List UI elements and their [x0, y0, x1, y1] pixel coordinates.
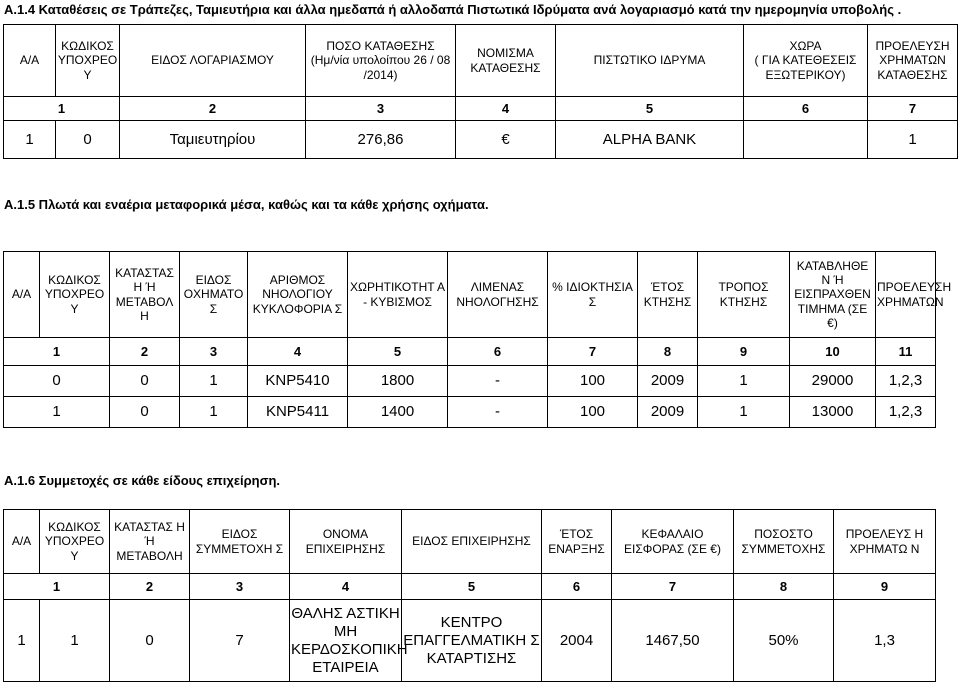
- header-bank: ΠΙΣΤΩΤΙΚΟ ΙΔΡΥΜΑ: [556, 25, 744, 97]
- header-price: ΚΑΤΑΒΛΗΘΕ Ν Ή ΕΙΣΠΡΑΧΘΕΝ ΤΙΜΗΜΑ (ΣΕ €): [790, 252, 876, 338]
- table-cell: 1400: [348, 397, 448, 428]
- table-cell: 1: [698, 366, 790, 397]
- deposits-table: [3, 24, 958, 159]
- table-cell: 276,86: [306, 121, 456, 159]
- participations-table: [3, 509, 936, 682]
- table-cell: 1467,50: [612, 600, 734, 682]
- header-participation-type: ΕΙΔΟΣ ΣΥΜΜΕΤΟΧΗ Σ: [190, 510, 290, 574]
- col-number: 9: [698, 338, 790, 366]
- table-cell: 1: [4, 397, 110, 428]
- header-capacity: ΧΩΡΗΤΙΚΟΤΗΤ Α - ΚΥΒΙΣΜΟΣ: [348, 252, 448, 338]
- table-cell: KNP5410: [248, 366, 348, 397]
- header-ownership: % ΙΔΙΟΚΤΗΣΙΑ Σ: [548, 252, 638, 338]
- header-code: ΚΩΔΙΚΟΣ ΥΠΟΧΡΕΟ Υ: [56, 25, 120, 97]
- company-type-cell: ΚΕΝΤΡΟ ΕΠΑΓΓΕΛΜΑΤΙΚΗ Σ ΚΑΤΑΡΤΙΣΗΣ: [402, 600, 542, 682]
- col-number: 8: [734, 574, 834, 600]
- col-number: 6: [448, 338, 548, 366]
- col-number: 5: [556, 97, 744, 121]
- header-amount-label: ΠΟΣΟ ΚΑΤΑΘΕΣΗΣ: [326, 38, 435, 53]
- header-registration: ΑΡΙΘΜΟΣ ΝΗΟΛΟΓΙΟΥ ΚΥΚΛΟΦΟΡΙΑ Σ: [248, 252, 348, 338]
- col-number: 7: [612, 574, 734, 600]
- table-cell: 1: [868, 121, 958, 159]
- table-cell: 2009: [638, 366, 698, 397]
- header-acquisition: ΤΡΟΠΟΣ ΚΤΗΣΗΣ: [698, 252, 790, 338]
- vehicles-table: [3, 251, 952, 428]
- table-cell: ALPHA BANK: [556, 121, 744, 159]
- table-cell: 2004: [542, 600, 612, 682]
- col-number: 5: [348, 338, 448, 366]
- header-code: ΚΩΔΙΚΟΣ ΥΠΟΧΡΕΟ Υ: [40, 510, 110, 574]
- table-cell: 100: [548, 397, 638, 428]
- table-cell: 0: [110, 600, 190, 682]
- col-number: 2: [110, 574, 190, 600]
- header-origin: ΠΡΟΕΛΕΥΣ Η ΧΡΗΜΑΤΩ Ν: [834, 510, 936, 574]
- header-capital: ΚΕΦΑΛΑΙΟ ΕΙΣΦΟΡΑΣ (ΣΕ €): [612, 510, 734, 574]
- table-cell: 1,2,3: [876, 397, 936, 428]
- table-cell: 1,2,3: [876, 366, 936, 397]
- table-cell: 0: [4, 366, 110, 397]
- col-number: 1: [4, 97, 120, 121]
- company-name-cell: ΘΑΛΗΣ ΑΣΤΙΚΗ ΜΗ ΚΕΡΔΟΣΚΟΠΙΚΗ ΕΤΑΙΡΕΙΑ: [290, 600, 402, 682]
- header-status: ΚΑΤΑΣΤΑΣ Η Ή ΜΕΤΑΒΟΛΗ: [110, 510, 190, 574]
- table-cell: 50%: [734, 600, 834, 682]
- header-aa: Α/Α: [4, 25, 56, 97]
- col-number: 3: [306, 97, 456, 121]
- header-year: ΈΤΟΣ ΚΤΗΣΗΣ: [638, 252, 698, 338]
- header-amount: [306, 25, 456, 97]
- section-title-vehicles: Α.1.5 Πλωτά και εναέρια μεταφορικά μέσα, καθώς και τα κάθε χρήσης οχήματα.: [4, 197, 489, 212]
- col-number: 7: [868, 97, 958, 121]
- table-cell: 1: [4, 121, 56, 159]
- col-number: 8: [638, 338, 698, 366]
- header-aa: Α/Α: [4, 510, 40, 574]
- header-country: [744, 25, 868, 97]
- table-cell: 1800: [348, 366, 448, 397]
- table-cell: 1: [180, 366, 248, 397]
- header-account-type: ΕΙΔΟΣ ΛΟΓΑΡΙΑΣΜΟΥ: [120, 25, 306, 97]
- col-number: 1: [4, 574, 110, 600]
- table-cell: 7: [190, 600, 290, 682]
- col-number: 4: [456, 97, 556, 121]
- header-currency: ΝΟΜΙΣΜΑ ΚΑΤΑΘΕΣΗΣ: [456, 25, 556, 97]
- table-cell: 0: [110, 366, 180, 397]
- col-number: 1: [4, 338, 110, 366]
- header-port: ΛΙΜΕΝΑΣ ΝΗΟΛΟΓΗΣΗΣ: [448, 252, 548, 338]
- table-cell: 100: [548, 366, 638, 397]
- header-origin: ΠΡΟΕΛΕΥΣΗ ΧΡΗΜΑΤΩΝ: [876, 252, 936, 338]
- header-vehicle-type: ΕΙΔΟΣ ΟΧΗΜΑΤΟ Σ: [180, 252, 248, 338]
- table-cell: 0: [110, 397, 180, 428]
- table-cell: [744, 121, 868, 159]
- header-country-label: ΧΩΡΑ: [789, 38, 822, 53]
- col-number: 2: [120, 97, 306, 121]
- header-start-year: ΈΤΟΣ ΕΝΑΡΞΗΣ: [542, 510, 612, 574]
- header-status: ΚΑΤΑΣΤΑΣ Η Ή ΜΕΤΑΒΟΛ Η: [110, 252, 180, 338]
- section-title-participations: Α.1.6 Συμμετοχές σε κάθε είδους επιχείρηση.: [4, 473, 281, 488]
- header-company-name: ΟΝΟΜΑ ΕΠΙΧΕΙΡΗΣΗΣ: [290, 510, 402, 574]
- table-cell: KNP5411: [248, 397, 348, 428]
- col-number: 6: [542, 574, 612, 600]
- table-cell: Ταμιευτηρίου: [120, 121, 306, 159]
- col-number: 6: [744, 97, 868, 121]
- col-number: 7: [548, 338, 638, 366]
- col-number: 5: [402, 574, 542, 600]
- header-company-type: ΕΙΔΟΣ ΕΠΙΧΕΙΡΗΣΗΣ: [402, 510, 542, 574]
- table-cell: €: [456, 121, 556, 159]
- header-percentage: ΠΟΣΟΣΤΟ ΣΥΜΜΕΤΟΧΗΣ: [734, 510, 834, 574]
- table-cell: 1: [4, 600, 40, 682]
- table-cell: 0: [56, 121, 120, 159]
- table-cell: -: [448, 366, 548, 397]
- table-cell: 2009: [638, 397, 698, 428]
- col-number: 2: [110, 338, 180, 366]
- col-number: 10: [790, 338, 876, 366]
- table-cell: 13000: [790, 397, 876, 428]
- table-cell: -: [448, 397, 548, 428]
- col-number: 3: [180, 338, 248, 366]
- col-number: 11: [876, 338, 936, 366]
- table-cell: 29000: [790, 366, 876, 397]
- table-cell: 1,3: [834, 600, 936, 682]
- col-number: 9: [834, 574, 936, 600]
- header-origin: ΠΡΟΕΛΕΥΣΗ ΧΡΗΜΑΤΩΝ ΚΑΤΑΘΕΣΗΣ: [868, 25, 958, 97]
- header-amount-date: (Ημ/νία υπολοίπου 26 / 08 /2014): [310, 53, 451, 82]
- table-cell: 1: [40, 600, 110, 682]
- col-number: 3: [190, 574, 290, 600]
- header-code: ΚΩΔΙΚΟΣ ΥΠΟΧΡΕΟ Υ: [40, 252, 110, 338]
- col-number: 4: [290, 574, 402, 600]
- table-cell: 1: [698, 397, 790, 428]
- table-cell: 1: [180, 397, 248, 428]
- section-title-deposits: Α.1.4 Καταθέσεις σε Τράπεζες, Ταμιευτήρια και άλλα ημεδαπά ή αλλοδαπά Πιστωτικά Ιδρύματα ανά λογαριασμό κατά την ημερομηνία υποβολής .: [4, 2, 902, 17]
- header-country-note: ( ΓΙΑ ΚΑΤΕΘΕΣΕΙΣ ΕΞΩΤΕΡΙΚΟΥ): [754, 53, 857, 82]
- header-aa: Α/Α: [4, 252, 40, 338]
- col-number: 4: [248, 338, 348, 366]
